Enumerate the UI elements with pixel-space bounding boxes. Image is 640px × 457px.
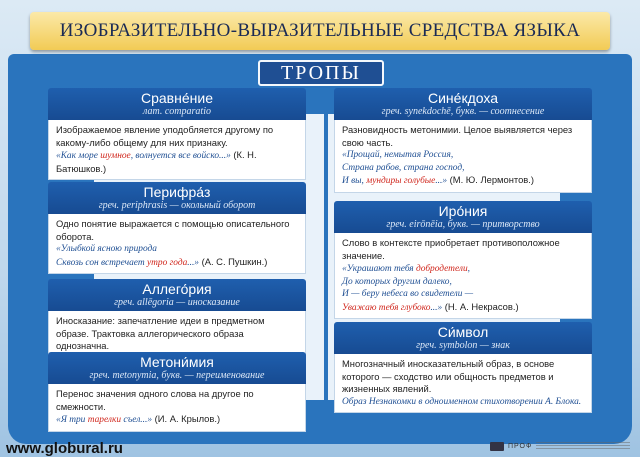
publisher-imprint [536, 442, 630, 451]
card-header [334, 201, 592, 233]
example-text: ...» [430, 302, 443, 313]
card-body [334, 233, 592, 319]
example-text: ...» [187, 257, 199, 268]
card-definition: Слово в контексте приобретает противоположное значение. [342, 237, 560, 261]
card-perifraz [48, 182, 306, 274]
example-text: Сквозь сон встречает [56, 257, 147, 268]
card-simvol [334, 322, 592, 413]
card-definition: Иносказание: запечатление идеи в предметном образе. Трактовка аллегорического образа однозначна. [56, 315, 265, 351]
card-sravnenie [48, 88, 306, 180]
example-text: И вы, [342, 176, 367, 186]
card-title: Си́мвол [437, 324, 489, 340]
card-etymology: греч. metonymia, букв. — переименование [89, 370, 265, 381]
card-example [56, 256, 298, 270]
card-header [334, 322, 592, 354]
example-line: Страна рабов, страна господ, [342, 162, 465, 173]
card-body [48, 214, 306, 274]
section-badge [258, 60, 384, 86]
card-etymology: лат. comparatio [143, 106, 211, 117]
card-body [334, 120, 592, 193]
example-attribution: (К. Н. Батюшков.) [56, 149, 257, 174]
example-text: ...» [435, 176, 448, 186]
card-example [342, 301, 584, 315]
card-title: Сине́кдоха [428, 90, 498, 106]
card-etymology: греч. synekdochē, букв. — соотнесение [381, 106, 545, 117]
card-example [56, 413, 298, 427]
section-title: ТРОПЫ [281, 61, 361, 84]
example-line: И — беру небеса во свидетели — [342, 289, 474, 299]
example-text: , волнуется все войско...» [130, 151, 231, 161]
card-header [48, 88, 306, 120]
card-definition: Разновидность метонимии. Целое выявляется через свою часть. [342, 124, 573, 148]
card-title: Перифра́з [143, 184, 211, 200]
card-body [334, 354, 592, 413]
card-example [56, 149, 298, 175]
card-etymology: греч. eirōnēia, букв. — притворство [386, 219, 540, 230]
card-etymology: греч. periphrasis — окольный оборот [98, 200, 256, 211]
example-line: До которых другим далеко, [342, 276, 452, 287]
publisher-block [490, 439, 630, 453]
card-sinekdokha [334, 88, 592, 193]
publisher-name: ПРОФ [508, 442, 533, 450]
example-highlight: Уважаю тебя глубоко [342, 302, 431, 313]
example-highlight: мундиры голубые [366, 176, 436, 186]
example-line: «Прощай, немытая Россия, [342, 150, 454, 160]
card-example: Образ Незнакомки в одноименном стихотворении А. Блока. [342, 396, 582, 407]
card-example [342, 174, 584, 188]
example-attribution: (М. Ю. Лермонтов.) [449, 174, 534, 185]
example-attribution: (И. А. Крылов.) [154, 413, 221, 424]
publisher-logo-icon [490, 442, 504, 451]
example-attribution: (А. С. Пушкин.) [201, 255, 268, 267]
card-header [48, 182, 306, 214]
card-definition: Перенос значения одного слова на другое по смежности. [56, 388, 254, 412]
card-title: Сравне́ние [141, 90, 213, 106]
example-attribution: (Н. А. Некрасов.) [444, 300, 519, 312]
card-definition: Многозначный иносказательный образ, в основе которого — сходство или общность предметов и жизненных явлений. [342, 358, 555, 394]
card-header [334, 88, 592, 120]
card-metonimiya [48, 352, 306, 432]
example-line [342, 262, 584, 276]
example-highlight: тарелки [87, 415, 122, 425]
card-etymology: греч. symbolon — знак [416, 340, 510, 351]
card-ironiya [334, 201, 592, 319]
example-highlight: шумное [100, 151, 131, 161]
example-text: , [467, 264, 470, 274]
poster-title: ИЗОБРАЗИТЕЛЬНО-ВЫРАЗИТЕЛЬНЫЕ СРЕДСТВА ЯЗЫКА [59, 20, 581, 41]
example-text: съел...» [121, 415, 153, 425]
card-etymology: греч. allēgoria — иносказание [114, 297, 240, 308]
card-title: Иро́ния [438, 203, 488, 219]
poster-title-bar [30, 12, 610, 50]
card-body [48, 384, 306, 432]
card-definition: Одно понятие выражается с помощью описательного оборота. [56, 218, 290, 242]
example-highlight: утро года [146, 257, 188, 268]
example-line: «Улыбкой ясною природа [56, 244, 157, 254]
card-definition: Изображаемое явление уподобляется другому по какому-либо общему для них признаку. [56, 124, 274, 148]
example-text: «Украшают тебя [342, 264, 417, 274]
example-highlight: добродетели [416, 264, 468, 274]
card-title: Метони́мия [140, 354, 214, 370]
example-text: «Как море [56, 151, 101, 161]
card-header [48, 352, 306, 384]
card-title: Аллего́рия [142, 281, 212, 297]
card-header [48, 279, 306, 311]
site-url: www.globural.ru [6, 440, 123, 457]
card-body [48, 120, 306, 180]
example-text: «Я три [56, 415, 88, 425]
